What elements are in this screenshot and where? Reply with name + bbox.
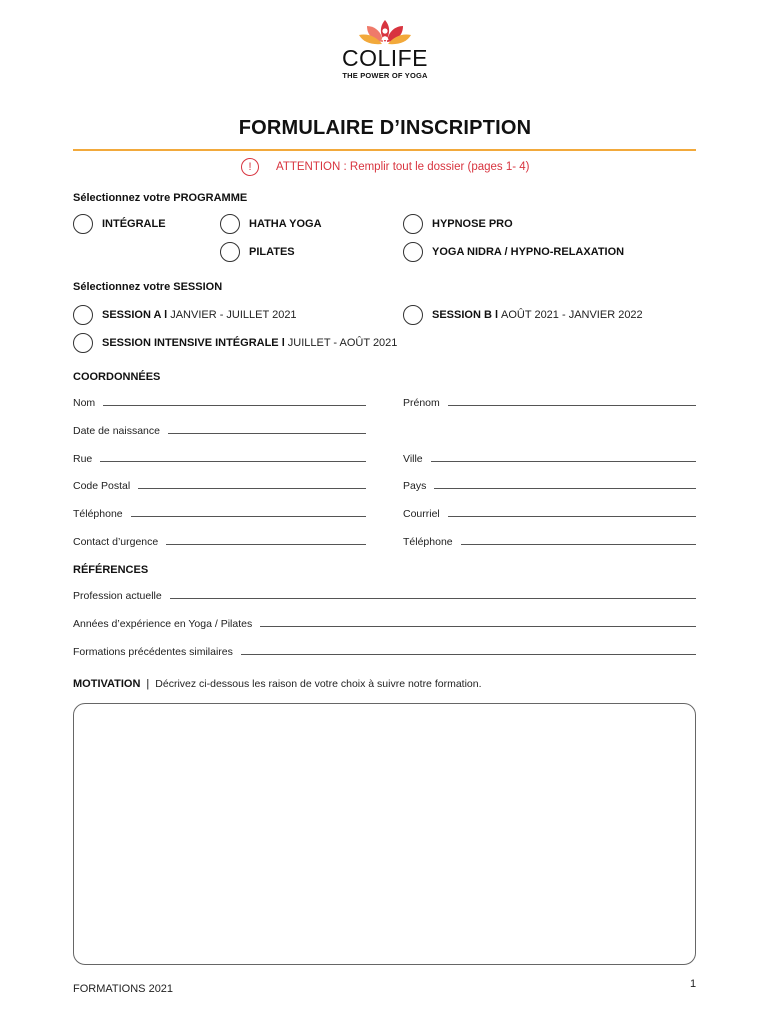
- field-label: Formations précédentes similaires: [73, 646, 233, 658]
- programme-option-hypnose-pro[interactable]: [403, 213, 513, 235]
- colife-logo: [335, 18, 435, 80]
- page-title: FORMULAIRE D’INSCRIPTION: [238, 117, 532, 139]
- code-postal-field[interactable]: [73, 478, 366, 492]
- motivation-description: Décrivez ci-dessous les raison de votre choix à suivre notre formation.: [155, 678, 482, 690]
- field-input-line[interactable]: [434, 488, 696, 489]
- session-option-a[interactable]: [73, 304, 297, 326]
- coordonnees-section-label: COORDONNÉES: [73, 371, 161, 383]
- option-label: PILATES: [249, 246, 295, 258]
- field-label: Années d’expérience en Yoga / Pilates: [73, 618, 253, 630]
- option-label: SESSION INTENSIVE INTÉGRALE l: [102, 337, 285, 349]
- session-option-intensive[interactable]: [73, 332, 397, 354]
- field-label: Profession actuelle: [73, 590, 162, 602]
- field-label: Date de naissance: [73, 425, 160, 437]
- motivation-label: MOTIVATION: [73, 678, 141, 690]
- page-number: 1: [690, 978, 697, 990]
- field-input-line[interactable]: [168, 433, 366, 434]
- option-label: SESSION A l: [102, 309, 168, 321]
- logo-tagline: THE POWER OF YOGA: [342, 71, 428, 80]
- field-input-line[interactable]: [448, 405, 696, 406]
- title-divider: [73, 149, 696, 151]
- field-label: Ville: [403, 453, 423, 465]
- field-input-line[interactable]: [241, 654, 696, 655]
- radio-button[interactable]: [73, 214, 93, 234]
- option-label: YOGA NIDRA / HYPNO-RELAXATION: [432, 246, 625, 258]
- motivation-header: [73, 678, 482, 690]
- radio-button[interactable]: [220, 214, 240, 234]
- field-input-line[interactable]: [131, 516, 366, 517]
- field-label: Téléphone: [73, 508, 123, 520]
- programme-section-label: Sélectionnez votre PROGRAMME: [73, 192, 248, 204]
- field-label: Pays: [403, 480, 427, 492]
- radio-button[interactable]: [73, 333, 93, 353]
- field-input-line[interactable]: [100, 461, 366, 462]
- radio-button[interactable]: [73, 305, 93, 325]
- references-section-label: RÉFÉRENCES: [73, 564, 149, 576]
- radio-button[interactable]: [220, 242, 240, 262]
- field-input-line[interactable]: [448, 516, 696, 517]
- programme-option-integrale[interactable]: [73, 213, 166, 235]
- programme-option-yoga-nidra[interactable]: [403, 241, 624, 263]
- field-label: Contact d’urgence: [73, 536, 159, 548]
- rue-field[interactable]: [73, 451, 366, 465]
- session-section-label: Sélectionnez votre SESSION: [73, 281, 223, 293]
- field-label: Téléphone: [403, 536, 453, 548]
- logo-name: COLIFE: [341, 45, 429, 71]
- field-input-line[interactable]: [170, 598, 696, 599]
- programme-option-pilates[interactable]: [220, 241, 295, 263]
- field-label: Prénom: [403, 397, 440, 409]
- experience-field[interactable]: [73, 616, 696, 630]
- option-label: SESSION B l: [432, 309, 499, 321]
- prenom-field[interactable]: [403, 395, 696, 409]
- radio-button[interactable]: [403, 214, 423, 234]
- radio-button[interactable]: [403, 242, 423, 262]
- option-label: HATHA YOGA: [249, 218, 322, 230]
- session-option-b[interactable]: [403, 304, 643, 326]
- field-input-line[interactable]: [138, 488, 366, 489]
- date-naissance-field[interactable]: [73, 423, 366, 437]
- profession-field[interactable]: [73, 588, 696, 602]
- nom-field[interactable]: [73, 395, 366, 409]
- option-label: HYPNOSE PRO: [432, 218, 513, 230]
- contact-urgence-field[interactable]: [73, 534, 366, 548]
- programme-option-hatha-yoga[interactable]: [220, 213, 322, 235]
- option-label: INTÉGRALE: [102, 218, 166, 230]
- option-dates: JANVIER - JUILLET 2021: [170, 309, 297, 321]
- attention-notice: [241, 157, 530, 177]
- telephone-field[interactable]: [73, 506, 366, 520]
- ville-field[interactable]: [403, 451, 696, 465]
- field-label: Nom: [73, 397, 96, 409]
- lotus-icon: [357, 18, 413, 46]
- motivation-textarea[interactable]: [73, 703, 696, 965]
- field-input-line[interactable]: [260, 626, 696, 627]
- option-dates: JUILLET - AOÛT 2021: [287, 337, 398, 349]
- footer-label: FORMATIONS 2021: [73, 983, 174, 995]
- telephone-urgence-field[interactable]: [403, 534, 696, 548]
- formations-field[interactable]: [73, 644, 696, 658]
- field-label: Code Postal: [73, 480, 131, 492]
- courriel-field[interactable]: [403, 506, 696, 520]
- motivation-separator: |: [146, 678, 150, 690]
- field-input-line[interactable]: [431, 461, 696, 462]
- pays-field[interactable]: [403, 478, 696, 492]
- radio-button[interactable]: [403, 305, 423, 325]
- attention-text: ATTENTION : Remplir tout le dossier (pages 1- 4): [276, 161, 530, 173]
- field-input-line[interactable]: [166, 544, 366, 545]
- field-input-line[interactable]: [103, 405, 366, 406]
- field-label: Rue: [73, 453, 93, 465]
- field-input-line[interactable]: [461, 544, 696, 545]
- option-dates: AOÛT 2021 - JANVIER 2022: [501, 309, 643, 321]
- warning-icon: !: [241, 158, 259, 176]
- field-label: Courriel: [403, 508, 440, 520]
